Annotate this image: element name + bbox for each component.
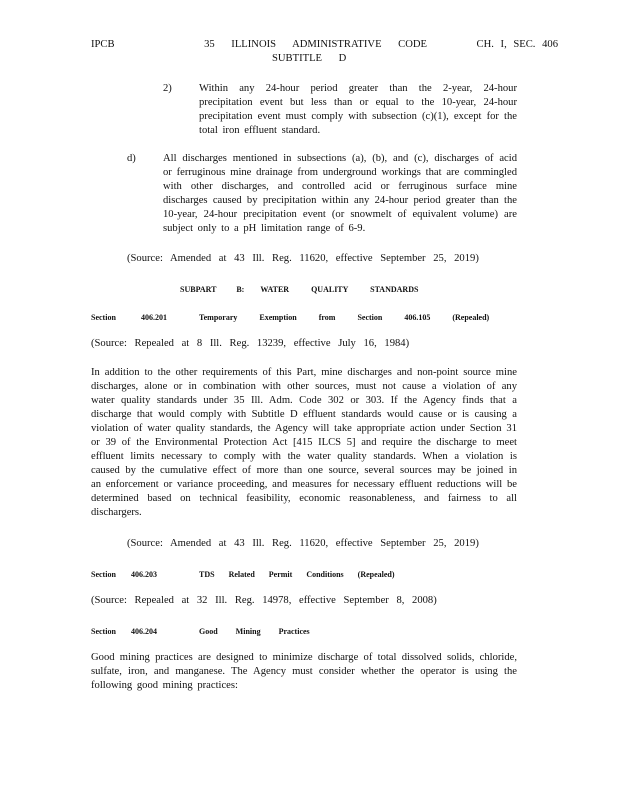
- running-header: [91, 38, 558, 52]
- item-d-text: All discharges mentioned in subsections (a), (b), and (c), discharges of acid or ferruginous mine drainage from underground workings that are commingled with other discharges, and controlled acid or ferruginous surface mine discharges caused by precipitation within any 24-hour period greater than the 10-year, 24-hour precipitation event (or snowmelt of equivalent volume) are subject only to a pH limitation range of 6-9.: [163, 153, 517, 234]
- subpart-b-heading: [180, 283, 418, 297]
- section-number: 406.204: [131, 627, 157, 636]
- section-title: Good Mining Practices: [199, 627, 310, 636]
- item-c2-text: Within any 24-hour period greater than the 2-year, 24-hour precipitation event but less than or equal to the 10-year, 24-hour precipitation event must comply with subsection (c)(1), except for the total iron effluent standard.: [199, 83, 517, 136]
- section-label: Section: [91, 570, 116, 579]
- section-heading-406-204: [91, 625, 531, 639]
- section-number: 406.203: [131, 570, 157, 579]
- subpart-b-label: SUBPART B:: [180, 285, 245, 294]
- source-note-406-202: (Source: Amended at 43 Ill. Reg. 11620, effective September 25, 2019): [127, 538, 479, 549]
- section-406-202-paragraph: In addition to the other requirements of this Part, mine discharges and non-point source mine discharges, alone or in combination with other sources, must not cause a violation of any water quality standards under 35 Ill. Adm. Code 302 or 303. If the Agency finds that a discharge that would comply with Subtitle D effluent standards would cause or is causing a violation of water quality standards, the Agency will take appropriate action under Section 31 or 39 of the Environmental Protection Act [415 ILCS 5] and require the discharge to meet effluent limits necessary to comply with the water quality standards. When a violation is caused by the cumulative effect of more than one source, several sources may be joined in an enforcement or variance proceeding, and measures for necessary effluent reductions will be determined based on technical feasibility, economic reasonableness, and fairness to all dischargers.: [91, 367, 517, 518]
- section-title: TDS Related Permit Conditions (Repealed): [199, 570, 395, 579]
- section-title: Temporary Exemption from Section 406.105 (Repealed): [199, 313, 490, 322]
- item-c2-number: 2): [163, 83, 172, 94]
- section-label: Section: [91, 313, 116, 322]
- header-chapter: CH. I, SEC. 406: [476, 39, 558, 50]
- section-406-204-paragraph: Good mining practices are designed to minimize discharge of total dissolved solids, chloride, sulfate, iron, and manganese. The Agency must consider whether the operator is using the following good mining practices:: [91, 652, 517, 691]
- subpart-b-title: WATER QUALITY STANDARDS: [260, 285, 419, 294]
- header-code: 35 ILLINOIS ADMINISTRATIVE CODE: [204, 39, 428, 50]
- section-number: 406.201: [141, 313, 167, 322]
- item-d-number: d): [127, 153, 136, 164]
- source-note-406-106: (Source: Amended at 43 Ill. Reg. 11620, effective September 25, 2019): [127, 253, 479, 264]
- header-agency: IPCB: [91, 39, 115, 50]
- source-note-406-201: (Source: Repealed at 8 Ill. Reg. 13239, effective July 16, 1984): [91, 338, 410, 349]
- section-heading-406-201: [91, 311, 531, 325]
- header-subtitle: SUBTITLE D: [272, 53, 347, 64]
- section-label: Section: [91, 627, 116, 636]
- source-note-406-203: (Source: Repealed at 32 Ill. Reg. 14978, effective September 8, 2008): [91, 595, 437, 606]
- section-heading-406-203: [91, 568, 531, 582]
